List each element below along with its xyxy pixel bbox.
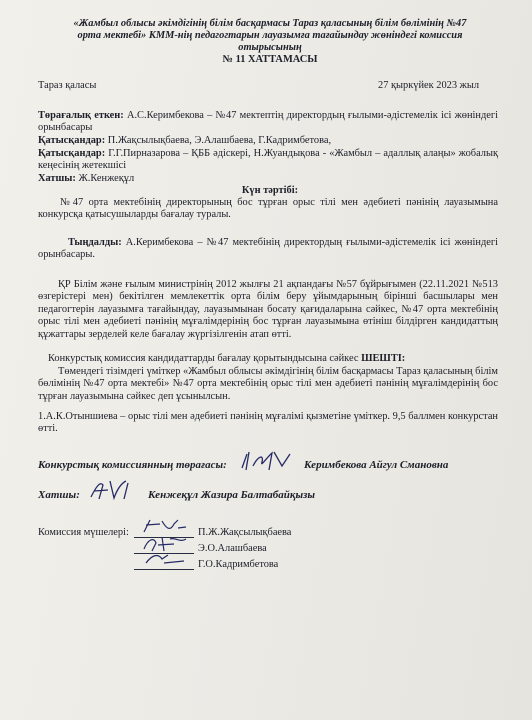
decision-text: Конкурстық комиссия кандидаттарды бағалау қорытындысына сәйкес — [48, 353, 362, 364]
agenda-item: №47 орта мектебінің директорының бос тұрған орыс тілі мен әдебиеті пәнінің лауазымына конкурсқа қатысушыларды бағалау туралы. — [38, 197, 498, 221]
members-row — [38, 135, 498, 147]
agenda-heading: Күн тәртібі: — [241, 185, 299, 196]
chair-row — [38, 110, 498, 135]
members-label: Қатысқандар: — [38, 135, 106, 146]
heard-label: Тыңдалды: — [68, 237, 122, 248]
invited-label: Қатысқандар: — [38, 148, 106, 159]
chair-name: Керимбекова Айгул Смановна — [304, 459, 449, 471]
chair-signature — [238, 448, 296, 474]
result-paragraph: 1.А.К.Отыншиева – орыс тілі мен әдебиеті пәнінің мұғалімі қызметіне үміткер. 9,5 баллмен конкурстан өтті. — [38, 411, 498, 435]
secretary-label: Хатшы: — [38, 173, 76, 184]
chair-value: А.С.Керимбекова – №47 мектептің директордың ғылыми-әдістемелік ісі жөніндегі орынбасары — [38, 110, 498, 134]
heard-row — [38, 237, 498, 262]
members-signature-label: Комиссия мүшелері: — [38, 527, 129, 538]
secretary-row — [38, 173, 134, 185]
document-title: № 11 ХАТТАМАСЫ — [222, 54, 318, 65]
invited-value: Г.Г.Пирназарова – ҚББ әдіскері, Н.Жуандықова - «Жамбыл – адаллық алаңы» жобалық кеңесінің жетекшісі — [38, 148, 498, 172]
member3-signature — [140, 549, 190, 569]
date: 27 қыркүйек 2023 жыл — [378, 80, 479, 91]
member2-name: Э.О.Алашбаева — [198, 543, 267, 554]
members-value: П.Жақсылықбаева, Э.Алашбаева, Г.Кадримбетова, — [105, 135, 332, 146]
secretary-signature-label: Хатшы: — [38, 489, 80, 501]
city: Тараз қаласы — [38, 80, 97, 91]
chair-signature-label: Конкурстық комиссиянның төрағасы: — [38, 459, 227, 471]
secretary-name: Кенжеқұл Жазира Балтабайқызы — [148, 489, 316, 501]
secretary-signature — [88, 477, 134, 503]
invited-row — [38, 148, 498, 173]
header-line-2: орта мектебі» КММ-нің педагогтарын лауазымға тағайындау жөніндегі комиссия — [77, 30, 463, 41]
heard-text: А.Керимбекова – №47 мектебінің директордың ғылыми-әдістемелік ісі жөніндегі орынбасары. — [38, 237, 498, 261]
header-line-3: отырысының — [238, 42, 302, 53]
secretary-value: Ж.Кенжеқұл — [75, 173, 135, 184]
member3-name: Г.О.Кадримбетова — [198, 559, 279, 570]
header-line-1: «Жамбыл облысы әкімдігінің білім басқармасы Тараз қаласының білім бөлімінің №47 — [73, 18, 467, 29]
member3-line — [134, 569, 194, 570]
chair-label: Төрағалық еткен: — [38, 110, 124, 121]
member1-name: П.Ж.Жақсылықбаева — [198, 527, 292, 538]
recommendation-paragraph: Төмендегі тізімдегі үміткер «Жамбыл облысы әкімдігінің білім басқармасы Тараз қаласының білім бөлімінің №47 орта мектебі» №47 орта мектебінің орыс тілі мен әдебиеті пәнінің мұғалімдерінің бос тұрған лауазымына сәйкес деп ұсынылсын. — [38, 366, 498, 402]
main-paragraph: ҚР Білім және ғылым министрінің 2012 жылғы 21 ақпандағы №57 бұйрығымен (22.11.2021 №513 өзгерістері мен) бекітілген мемлекеттік орта білім беру ұйымдарының бірінші басшылары мен педагогтерін лауазымға тағайындау, лауазымынан босату қағидаларына сәйкес, №47 орта мектебінің орыс тілі мен әдебиеті пәнінің мұғалімдерінің бос тұрған лауазымына өтініш білдірген кандидаттың құжаттары зерделей келе бағалау жүргізілгенін атап өтті. — [38, 279, 498, 340]
decision-row — [38, 353, 498, 365]
decision-word: ШЕШТІ: — [361, 353, 406, 364]
